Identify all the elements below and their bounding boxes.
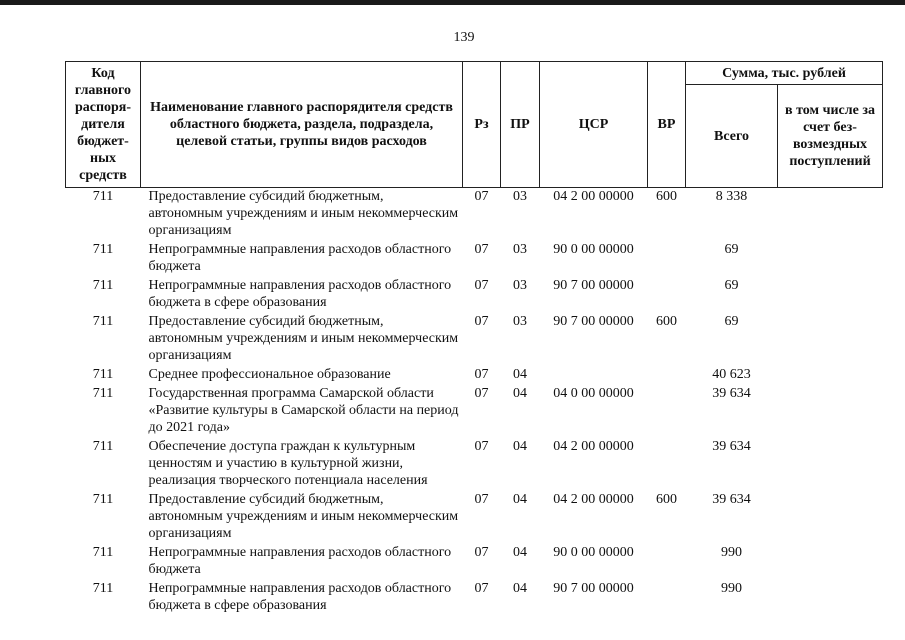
cell-including — [778, 188, 883, 242]
cell-csr: 90 0 00 00000 — [553, 545, 634, 560]
cell-csr: 04 0 00 00000 — [553, 386, 634, 401]
header-rz: Рз — [463, 62, 501, 188]
cell-pr: 03 — [513, 314, 527, 329]
cell-name: Предоставление субсидий бюджетным, автономным учреждениям и иным некоммерческим организациям — [148, 314, 459, 363]
cell-name: Государственная программа Самарской области «Развитие культуры в Самарской области на период до 2021 года» — [148, 386, 459, 435]
cell-vr — [648, 438, 686, 491]
cell-vr: 600 — [656, 189, 677, 204]
header-total: Всего — [686, 85, 778, 188]
table-row — [66, 580, 883, 616]
cell-total: 69 — [724, 314, 739, 329]
table-row — [66, 544, 883, 580]
cell-name: Непрограммные направления расходов областного бюджета — [148, 545, 452, 577]
table-row — [66, 313, 883, 366]
cell-vr: 600 — [656, 492, 677, 507]
cell-including — [778, 491, 883, 544]
cell-vr — [648, 580, 686, 616]
table-row — [66, 241, 883, 277]
cell-code: 711 — [92, 242, 114, 257]
cell-vr: 600 — [656, 314, 677, 329]
cell-csr: 04 2 00 00000 — [553, 492, 634, 507]
cell-name: Среднее профессиональное образование — [148, 367, 391, 382]
cell-including — [778, 313, 883, 366]
table-row — [66, 277, 883, 313]
header-sum-group: Сумма, тыс. рублей — [686, 62, 883, 85]
cell-rz: 07 — [474, 386, 489, 401]
cell-pr: 03 — [513, 189, 527, 204]
table-body — [66, 188, 883, 617]
cell-rz: 07 — [474, 581, 489, 596]
cell-csr: 90 7 00 00000 — [553, 314, 634, 329]
header-pr: ПР — [501, 62, 540, 188]
cell-vr — [648, 385, 686, 438]
cell-vr — [648, 544, 686, 580]
cell-rz: 07 — [474, 545, 489, 560]
cell-csr: 90 7 00 00000 — [553, 581, 634, 596]
cell-including — [778, 385, 883, 438]
cell-pr: 04 — [513, 367, 527, 382]
cell-vr — [648, 277, 686, 313]
cell-rz: 07 — [474, 492, 489, 507]
cell-csr: 90 7 00 00000 — [553, 278, 634, 293]
cell-total: 40 623 — [712, 367, 751, 382]
cell-code: 711 — [92, 367, 114, 382]
page-number: 139 — [453, 30, 475, 45]
cell-code: 711 — [92, 189, 114, 204]
table-header — [66, 62, 883, 188]
cell-code: 711 — [92, 545, 114, 560]
cell-code: 711 — [92, 314, 114, 329]
cell-name: Предоставление субсидий бюджетным, автономным учреждениям и иным некоммерческим организациям — [148, 189, 459, 238]
cell-pr: 04 — [513, 386, 527, 401]
cell-code: 711 — [92, 386, 114, 401]
header-code: Код главного распоря-дителя бюджет-ных средств — [66, 62, 141, 188]
cell-total: 990 — [721, 545, 742, 560]
cell-rz: 07 — [474, 242, 489, 257]
cell-pr: 03 — [513, 278, 527, 293]
cell-name: Обеспечение доступа граждан к культурным ценностям и участию в культурной жизни, реализация творческого потенциала населения — [148, 439, 428, 488]
table-row — [66, 385, 883, 438]
header-name: Наименование главного распорядителя средств областного бюджета, раздела, подраздела, целевой статьи, группы видов расходов — [141, 62, 463, 188]
cell-total: 39 634 — [712, 386, 751, 401]
table-row — [66, 438, 883, 491]
cell-rz: 07 — [474, 314, 489, 329]
table-row — [66, 366, 883, 385]
top-border-rule — [0, 0, 905, 5]
cell-vr — [648, 366, 686, 385]
header-vr: ВР — [648, 62, 686, 188]
cell-including — [778, 544, 883, 580]
cell-pr: 04 — [513, 439, 527, 454]
cell-total: 69 — [724, 278, 739, 293]
cell-rz: 07 — [474, 439, 489, 454]
cell-total: 8 338 — [715, 189, 748, 204]
cell-csr: 90 0 00 00000 — [553, 242, 634, 257]
cell-pr: 04 — [513, 581, 527, 596]
budget-table — [65, 61, 883, 616]
cell-pr: 04 — [513, 545, 527, 560]
cell-including — [778, 580, 883, 616]
cell-rz: 07 — [474, 189, 489, 204]
header-including: в том числе за счет без-возмездных поступлений — [778, 85, 883, 188]
cell-csr: 04 2 00 00000 — [553, 189, 634, 204]
cell-including — [778, 366, 883, 385]
cell-rz: 07 — [474, 367, 489, 382]
table-row — [66, 188, 883, 242]
cell-code: 711 — [92, 439, 114, 454]
cell-name: Предоставление субсидий бюджетным, автономным учреждениям и иным некоммерческим организациям — [148, 492, 459, 541]
cell-code: 711 — [92, 581, 114, 596]
cell-including — [778, 277, 883, 313]
cell-total: 39 634 — [712, 439, 751, 454]
cell-name: Непрограммные направления расходов областного бюджета в сфере образования — [148, 278, 452, 310]
cell-name: Непрограммные направления расходов областного бюджета в сфере образования — [148, 581, 452, 613]
cell-total: 39 634 — [712, 492, 751, 507]
cell-vr — [648, 241, 686, 277]
cell-code: 711 — [92, 492, 114, 507]
cell-rz: 07 — [474, 278, 489, 293]
cell-total: 69 — [724, 242, 739, 257]
cell-including — [778, 241, 883, 277]
cell-name: Непрограммные направления расходов областного бюджета — [148, 242, 452, 274]
table-row — [66, 491, 883, 544]
cell-pr: 03 — [513, 242, 527, 257]
cell-csr — [540, 366, 648, 385]
cell-including — [778, 438, 883, 491]
cell-total: 990 — [721, 581, 742, 596]
cell-pr: 04 — [513, 492, 527, 507]
cell-csr: 04 2 00 00000 — [553, 439, 634, 454]
header-csr: ЦСР — [540, 62, 648, 188]
cell-code: 711 — [92, 278, 114, 293]
